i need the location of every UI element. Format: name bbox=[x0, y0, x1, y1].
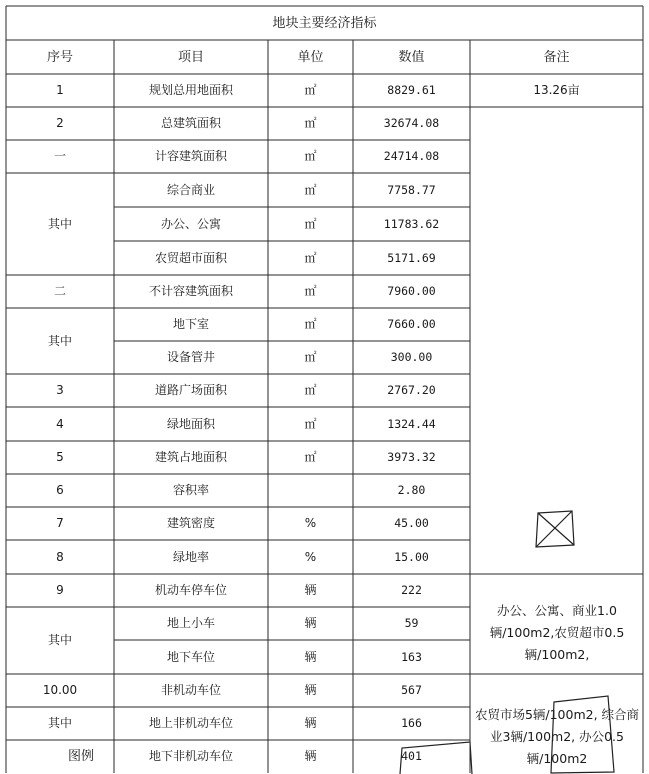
row-item: 容积率 bbox=[172, 483, 209, 497]
row-no: 二 bbox=[53, 284, 66, 298]
row-item: 规划总用地面积 bbox=[148, 83, 233, 97]
row-no: 7 bbox=[56, 516, 64, 530]
row-unit: ㎡ bbox=[304, 284, 317, 298]
row-item: 建筑密度 bbox=[166, 516, 215, 530]
row-value: 11783.62 bbox=[383, 216, 440, 231]
note-area: 13.26亩 bbox=[533, 83, 580, 97]
row-no: 10.00 bbox=[42, 683, 78, 697]
row-unit: ㎡ bbox=[304, 250, 317, 265]
row-value: 7758.77 bbox=[387, 182, 436, 197]
row-value: 2767.20 bbox=[387, 383, 436, 397]
row-item: 机动车停车位 bbox=[154, 583, 227, 597]
row-no: 5 bbox=[56, 450, 64, 464]
row-value: 166 bbox=[401, 716, 422, 730]
row-value: 3973.32 bbox=[387, 450, 436, 464]
note-nonmotor-parking: 农贸市场5辆/100m2, 综合商业3辆/100m2, 办公0.5辆/100m2 bbox=[474, 707, 640, 766]
row-item: 非机动车位 bbox=[160, 683, 221, 697]
row-item: 计容建筑面积 bbox=[154, 149, 227, 163]
row-item: 地下室 bbox=[172, 317, 209, 331]
row-unit: 辆 bbox=[304, 749, 317, 763]
row-item: 地上非机动车位 bbox=[148, 716, 233, 730]
row-unit: 辆 bbox=[304, 716, 317, 730]
row-item: 地下车位 bbox=[166, 649, 215, 664]
row-item: 办公、公寓 bbox=[160, 216, 221, 231]
sketch-square-mark bbox=[530, 508, 580, 550]
row-no: 9 bbox=[56, 583, 64, 597]
row-value: 8829.61 bbox=[387, 83, 436, 97]
row-unit: 辆 bbox=[304, 649, 317, 664]
row-unit: ㎡ bbox=[304, 149, 317, 163]
header-note: 备注 bbox=[543, 49, 570, 65]
row-unit: ㎡ bbox=[304, 182, 317, 197]
row-value: 2.80 bbox=[397, 483, 426, 497]
note-motor-parking: 办公、公寓、商业1.0辆/100m2,农贸超市0.5辆/100m2, bbox=[489, 603, 625, 662]
row-item: 建筑占地面积 bbox=[154, 450, 227, 464]
row-unit: ㎡ bbox=[304, 350, 317, 364]
row-no: 2 bbox=[56, 116, 64, 130]
row-unit: ㎡ bbox=[304, 450, 317, 464]
row-unit: ㎡ bbox=[304, 116, 317, 130]
row-item: 总建筑面积 bbox=[160, 116, 221, 130]
row-value: 45.00 bbox=[394, 516, 429, 530]
row-value: 24714.08 bbox=[383, 149, 440, 163]
row-unit: ㎡ bbox=[304, 83, 317, 97]
row-unit: ㎡ bbox=[304, 317, 317, 331]
row-unit bbox=[268, 474, 353, 507]
row-unit: % bbox=[304, 516, 317, 530]
row-item: 绿地率 bbox=[172, 549, 209, 564]
row-value: 59 bbox=[404, 616, 419, 630]
row-item: 绿地面积 bbox=[166, 416, 215, 431]
header-no: 序号 bbox=[46, 49, 73, 65]
row-no: 其中 bbox=[47, 716, 72, 730]
row-unit: 辆 bbox=[304, 616, 317, 630]
row-value: 401 bbox=[401, 749, 422, 763]
header-unit: 单位 bbox=[297, 49, 324, 65]
row-item: 地下非机动车位 bbox=[148, 749, 233, 763]
row-no: 一 bbox=[53, 149, 66, 163]
row-value: 5171.69 bbox=[387, 250, 436, 265]
row-value: 32674.08 bbox=[383, 116, 440, 130]
row-no: 3 bbox=[56, 383, 64, 397]
row-unit: ㎡ bbox=[304, 216, 317, 231]
row-item: 综合商业 bbox=[166, 182, 215, 197]
row-value: 567 bbox=[401, 683, 422, 697]
row-unit: ㎡ bbox=[304, 416, 317, 431]
row-value: 300.00 bbox=[390, 350, 433, 364]
row-item: 地上小车 bbox=[166, 616, 215, 630]
table-title: 地块主要经济指标 bbox=[272, 15, 377, 31]
row-item: 不计容建筑面积 bbox=[148, 284, 233, 298]
row-unit: 辆 bbox=[304, 683, 317, 697]
row-no: 1 bbox=[56, 83, 64, 97]
row-unit: ㎡ bbox=[304, 383, 317, 397]
row-unit: % bbox=[304, 549, 317, 564]
row-no: 4 bbox=[56, 416, 64, 431]
row-no-merged: 其中 bbox=[47, 333, 72, 348]
row-no-merged: 其中 bbox=[47, 216, 72, 231]
row-value: 1324.44 bbox=[387, 416, 436, 431]
row-item: 道路广场面积 bbox=[154, 383, 227, 397]
row-unit: 辆 bbox=[304, 583, 317, 597]
row-item: 设备管井 bbox=[166, 350, 215, 364]
header-value: 数值 bbox=[398, 49, 425, 65]
header-item: 项目 bbox=[177, 49, 204, 65]
row-item: 农贸超市面积 bbox=[154, 250, 227, 265]
row-value: 7660.00 bbox=[387, 317, 436, 331]
row-value: 15.00 bbox=[394, 549, 429, 564]
row-no: 6 bbox=[56, 483, 64, 497]
row-value: 7960.00 bbox=[387, 284, 436, 298]
row-no: 8 bbox=[56, 549, 64, 564]
row-value: 222 bbox=[401, 583, 422, 597]
row-no-legend: 图例 bbox=[67, 749, 94, 764]
row-no-merged: 其中 bbox=[47, 633, 72, 647]
row-value: 163 bbox=[401, 649, 422, 664]
